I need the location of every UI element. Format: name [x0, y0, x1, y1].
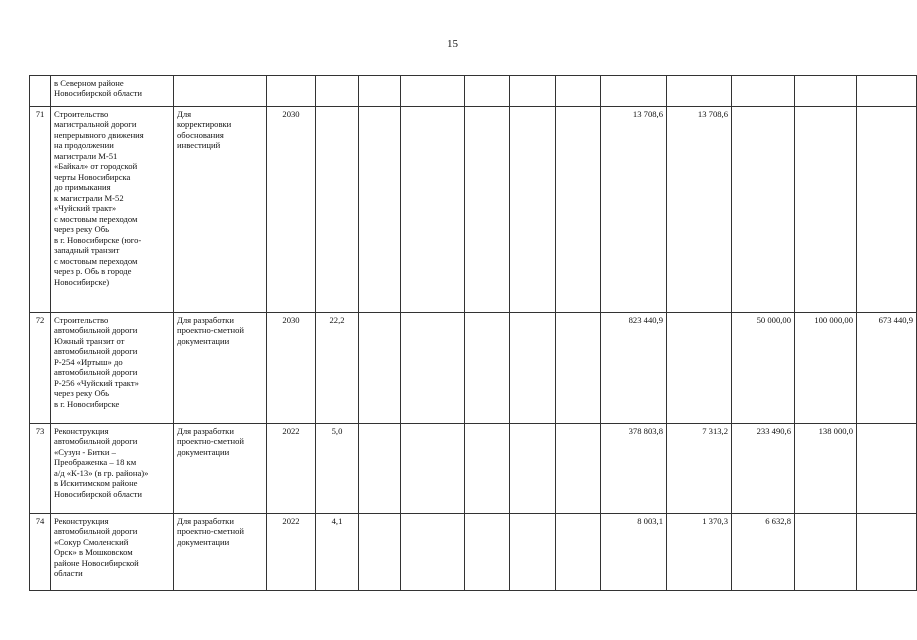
- table-row: [30, 514, 917, 591]
- purpose: Для разработки проектно-сметной документации: [174, 424, 267, 514]
- object-name: Реконструкция автомобильной дороги «Сузун - Битки – Преображенка – 18 км а/д «К-13» (в гр. района)» в Искитимском районе Новосибирской области: [51, 424, 174, 514]
- empty-cell: [510, 313, 556, 424]
- amount-1: [667, 313, 732, 424]
- page-number: 15: [447, 38, 458, 50]
- table-row: [30, 424, 917, 514]
- total-amount: 823 440,9: [601, 313, 667, 424]
- amount-2: 6 632,8: [732, 514, 795, 591]
- table-row: [30, 76, 917, 107]
- empty-cell: [556, 514, 601, 591]
- row-number: [30, 76, 51, 107]
- empty-cell: [465, 313, 510, 424]
- amount-1: 7 313,2: [667, 424, 732, 514]
- empty-cell: [510, 514, 556, 591]
- total-amount: [601, 76, 667, 107]
- length: [316, 76, 359, 107]
- year: 2030: [267, 313, 316, 424]
- purpose: Для разработки проектно-сметной документации: [174, 514, 267, 591]
- purpose: [174, 76, 267, 107]
- amount-3: 138 000,0: [795, 424, 857, 514]
- row-number: 71: [30, 107, 51, 313]
- total-amount: 8 003,1: [601, 514, 667, 591]
- row-number: 74: [30, 514, 51, 591]
- amount-3: [795, 107, 857, 313]
- empty-cell: [359, 107, 401, 313]
- amount-4: [857, 424, 917, 514]
- amount-1: 1 370,3: [667, 514, 732, 591]
- row-number: 73: [30, 424, 51, 514]
- length: [316, 107, 359, 313]
- year: [267, 76, 316, 107]
- amount-2: 233 490,6: [732, 424, 795, 514]
- empty-cell: [401, 76, 465, 107]
- empty-cell: [401, 313, 465, 424]
- object-name: Строительство автомобильной дороги Южный транзит от автомобильной дороги Р-254 «Иртыш» до автомобильной дороги Р-256 «Чуйский тракт» через реку Обь в г. Новосибирске: [51, 313, 174, 424]
- empty-cell: [556, 76, 601, 107]
- table-row: [30, 313, 917, 424]
- amount-2: 50 000,00: [732, 313, 795, 424]
- empty-cell: [359, 313, 401, 424]
- empty-cell: [401, 514, 465, 591]
- year: 2022: [267, 424, 316, 514]
- empty-cell: [465, 76, 510, 107]
- length: 4,1: [316, 514, 359, 591]
- amount-3: [795, 76, 857, 107]
- empty-cell: [510, 107, 556, 313]
- empty-cell: [510, 424, 556, 514]
- amount-3: 100 000,00: [795, 313, 857, 424]
- amount-4: 673 440,9: [857, 313, 917, 424]
- amount-1: 13 708,6: [667, 107, 732, 313]
- empty-cell: [401, 107, 465, 313]
- empty-cell: [359, 514, 401, 591]
- purpose: Для разработки проектно-сметной документации: [174, 313, 267, 424]
- amount-3: [795, 514, 857, 591]
- purpose: Для корректировки обоснования инвестиций: [174, 107, 267, 313]
- amount-1: [667, 76, 732, 107]
- length: 22,2: [316, 313, 359, 424]
- table-row: [30, 107, 917, 313]
- investment-table: [29, 75, 917, 591]
- row-number: 72: [30, 313, 51, 424]
- year: 2030: [267, 107, 316, 313]
- total-amount: 378 803,8: [601, 424, 667, 514]
- amount-2: [732, 107, 795, 313]
- empty-cell: [401, 424, 465, 514]
- year: 2022: [267, 514, 316, 591]
- empty-cell: [556, 424, 601, 514]
- empty-cell: [465, 107, 510, 313]
- empty-cell: [359, 424, 401, 514]
- amount-4: [857, 107, 917, 313]
- empty-cell: [465, 514, 510, 591]
- amount-4: [857, 514, 917, 591]
- empty-cell: [359, 76, 401, 107]
- empty-cell: [510, 76, 556, 107]
- amount-4: [857, 76, 917, 107]
- object-name: Строительство магистральной дороги непрерывного движения на продолжении магистрали М-51 «Байкал» от городской черты Новосибирска до примыкания к магистрали М-52 «Чуйский тракт» с мостовым переходом через реку Обь в г. Новосибирске (юго- западный транзит с мостовым переходом через р. Обь в городе Новосибирске): [51, 107, 174, 313]
- empty-cell: [556, 313, 601, 424]
- empty-cell: [465, 424, 510, 514]
- amount-2: [732, 76, 795, 107]
- total-amount: 13 708,6: [601, 107, 667, 313]
- empty-cell: [556, 107, 601, 313]
- object-name: Реконструкция автомобильной дороги «Сокур Смоленский Орск» в Мошковском районе Новосибирской области: [51, 514, 174, 591]
- length: 5,0: [316, 424, 359, 514]
- object-name: в Северном районе Новосибирской области: [51, 76, 174, 107]
